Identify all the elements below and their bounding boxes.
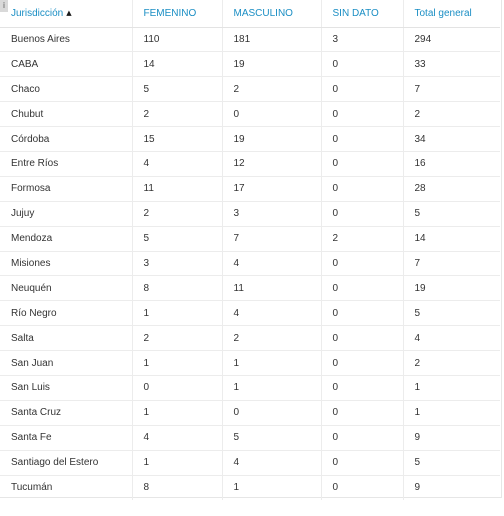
cell-femenino: 0 xyxy=(132,375,222,400)
table-row[interactable] xyxy=(0,176,500,201)
cell-total-general: 2 xyxy=(403,351,500,376)
header-row xyxy=(0,0,500,27)
cell-femenino: 8 xyxy=(132,276,222,301)
cell-femenino: 110 xyxy=(132,27,222,52)
cell-sin-dato: 3 xyxy=(321,27,403,52)
cell-femenino: 4 xyxy=(132,151,222,176)
cell-femenino: 5 xyxy=(132,226,222,251)
cell-jurisdiccion: CABA xyxy=(0,52,132,77)
cell-masculino: 19 xyxy=(222,127,321,152)
cell-sin-dato: 0 xyxy=(321,176,403,201)
cell-jurisdiccion: Santiago del Estero xyxy=(0,450,132,475)
cell-total-general: 14 xyxy=(403,226,500,251)
cell-total-general: 294 xyxy=(403,27,500,52)
cell-masculino: 19 xyxy=(222,52,321,77)
cell-femenino: 1 xyxy=(132,301,222,326)
cell-sin-dato: 0 xyxy=(321,151,403,176)
table-row[interactable] xyxy=(0,475,500,500)
cell-sin-dato: 0 xyxy=(321,475,403,500)
column-header-label: FEMENINO xyxy=(143,7,197,19)
cell-sin-dato: 0 xyxy=(321,450,403,475)
cell-masculino: 4 xyxy=(222,251,321,276)
cell-femenino: 3 xyxy=(132,251,222,276)
cell-sin-dato: 0 xyxy=(321,425,403,450)
cell-femenino: 11 xyxy=(132,176,222,201)
column-header-total-general[interactable] xyxy=(403,0,500,27)
cell-sin-dato: 0 xyxy=(321,351,403,376)
cell-jurisdiccion: Jujuy xyxy=(0,201,132,226)
table-row[interactable] xyxy=(0,375,500,400)
cell-total-general: 5 xyxy=(403,201,500,226)
cell-jurisdiccion: Neuquén xyxy=(0,276,132,301)
cell-total-general: 1 xyxy=(403,375,500,400)
table-body xyxy=(0,27,500,500)
table-row[interactable] xyxy=(0,276,500,301)
cell-masculino: 0 xyxy=(222,400,321,425)
cell-masculino: 12 xyxy=(222,151,321,176)
table-row[interactable] xyxy=(0,351,500,376)
cell-sin-dato: 0 xyxy=(321,400,403,425)
cell-jurisdiccion: Santa Fe xyxy=(0,425,132,450)
cell-total-general: 16 xyxy=(403,151,500,176)
cell-sin-dato: 0 xyxy=(321,127,403,152)
cell-jurisdiccion: Formosa xyxy=(0,176,132,201)
cell-masculino: 2 xyxy=(222,326,321,351)
column-header-jurisdiccion[interactable] xyxy=(0,0,132,27)
table-row[interactable] xyxy=(0,77,500,102)
cell-masculino: 1 xyxy=(222,475,321,500)
cell-femenino: 4 xyxy=(132,425,222,450)
cell-sin-dato: 0 xyxy=(321,276,403,301)
cell-femenino: 2 xyxy=(132,102,222,127)
table-row[interactable] xyxy=(0,201,500,226)
cell-total-general: 7 xyxy=(403,251,500,276)
cell-masculino: 2 xyxy=(222,77,321,102)
cell-total-general: 4 xyxy=(403,326,500,351)
column-header-femenino[interactable] xyxy=(132,0,222,27)
cell-sin-dato: 0 xyxy=(321,326,403,351)
cell-total-general: 33 xyxy=(403,52,500,77)
cell-femenino: 1 xyxy=(132,351,222,376)
cell-masculino: 7 xyxy=(222,226,321,251)
cell-masculino: 181 xyxy=(222,27,321,52)
cell-total-general: 5 xyxy=(403,301,500,326)
cell-total-general: 9 xyxy=(403,425,500,450)
column-header-label: SIN DATO xyxy=(332,7,379,19)
cell-sin-dato: 0 xyxy=(321,77,403,102)
table-row[interactable] xyxy=(0,127,500,152)
cell-total-general: 28 xyxy=(403,176,500,201)
cell-total-general: 34 xyxy=(403,127,500,152)
column-header-label: Jurisdicción xyxy=(11,7,64,19)
column-header-label: Total general xyxy=(414,7,472,19)
cell-sin-dato: 0 xyxy=(321,375,403,400)
table-row[interactable] xyxy=(0,425,500,450)
table-row[interactable] xyxy=(0,102,500,127)
cell-masculino: 1 xyxy=(222,351,321,376)
cell-total-general: 5 xyxy=(403,450,500,475)
cell-jurisdiccion: Santa Cruz xyxy=(0,400,132,425)
cell-jurisdiccion: Córdoba xyxy=(0,127,132,152)
table-row[interactable] xyxy=(0,27,500,52)
cell-jurisdiccion: Salta xyxy=(0,326,132,351)
cell-total-general: 2 xyxy=(403,102,500,127)
column-header-label: MASCULINO xyxy=(233,7,293,19)
cell-masculino: 11 xyxy=(222,276,321,301)
cell-total-general: 7 xyxy=(403,77,500,102)
column-header-sin-dato[interactable] xyxy=(321,0,403,27)
cell-masculino: 17 xyxy=(222,176,321,201)
table-row[interactable] xyxy=(0,301,500,326)
cell-total-general: 1 xyxy=(403,400,500,425)
cell-jurisdiccion: Buenos Aires xyxy=(0,27,132,52)
table-row[interactable] xyxy=(0,52,500,77)
cell-jurisdiccion: San Luis xyxy=(0,375,132,400)
column-header-masculino[interactable] xyxy=(222,0,321,27)
cell-sin-dato: 2 xyxy=(321,226,403,251)
cell-femenino: 15 xyxy=(132,127,222,152)
cell-total-general: 9 xyxy=(414,482,421,494)
cell-jurisdiccion: Entre Ríos xyxy=(0,151,132,176)
table-row[interactable] xyxy=(0,326,500,351)
cell-sin-dato: 0 xyxy=(321,251,403,276)
table-row[interactable] xyxy=(0,400,500,425)
cell-femenino: 2 xyxy=(132,326,222,351)
cell-total-general: 19 xyxy=(403,276,500,301)
table-row[interactable] xyxy=(0,226,500,251)
cell-femenino: 2 xyxy=(132,201,222,226)
cell-masculino: 1 xyxy=(222,375,321,400)
cell-masculino: 5 xyxy=(222,425,321,450)
cell-masculino: 0 xyxy=(222,102,321,127)
cell-masculino: 4 xyxy=(222,301,321,326)
cell-masculino: 3 xyxy=(222,201,321,226)
table-row[interactable] xyxy=(0,151,500,176)
table-row[interactable] xyxy=(0,450,500,475)
cell-jurisdiccion: Misiones xyxy=(0,251,132,276)
cell-jurisdiccion: Chaco xyxy=(0,77,132,102)
cell-femenino: 1 xyxy=(132,450,222,475)
cell-masculino: 4 xyxy=(222,450,321,475)
table-row[interactable] xyxy=(0,251,500,276)
cell-femenino: 14 xyxy=(132,52,222,77)
cell-sin-dato: 0 xyxy=(321,102,403,127)
cell-jurisdiccion: Tucumán xyxy=(0,475,132,500)
cell-femenino: 8 xyxy=(132,475,222,500)
cell-sin-dato: 0 xyxy=(321,52,403,77)
cell-femenino: 5 xyxy=(132,77,222,102)
sort-ascending-icon[interactable]: ▲ xyxy=(66,8,72,17)
cell-jurisdiccion: San Juan xyxy=(0,351,132,376)
info-icon[interactable]: i xyxy=(0,0,8,12)
cell-jurisdiccion: Río Negro xyxy=(0,301,132,326)
cell-jurisdiccion: Mendoza xyxy=(0,226,132,251)
cell-sin-dato: 0 xyxy=(321,301,403,326)
cell-femenino: 1 xyxy=(132,400,222,425)
cell-jurisdiccion: Chubut xyxy=(0,102,132,127)
cell-sin-dato: 0 xyxy=(321,201,403,226)
